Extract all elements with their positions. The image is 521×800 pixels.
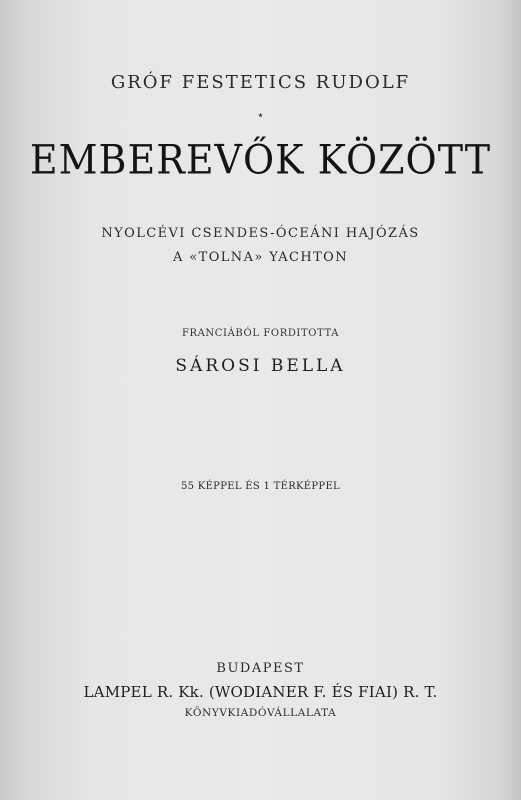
translator-note: FRANCIÁBÓL FORDITOTTA [181,328,340,339]
publication-city: BUDAPEST [216,661,305,676]
translator-name: SÁROSI BELLA [175,356,346,376]
publisher-name: LAMPEL R. Kk. (WODIANER F. ÉS FIAI) R. T. [83,683,438,701]
publisher-subtitle: KÖNYVKIADÓVÁLLALATA [184,707,337,719]
subtitle-line-2: A «TOLNA» YACHTON [172,250,349,265]
author-name: GRÓF FESTETICS RUDOLF [110,72,411,93]
subtitle-line-1: NYOLCÉVI CSENDES-ÓCEÁNI HAJÓZÁS [101,226,420,241]
illustrations-note: 55 KÉPPEL ÉS 1 TÉRKÉPPEL [181,481,340,492]
star-ornament-icon: ⋆ [256,108,265,122]
book-title: EMBEREVŐK KÖZÖTT [29,136,492,184]
